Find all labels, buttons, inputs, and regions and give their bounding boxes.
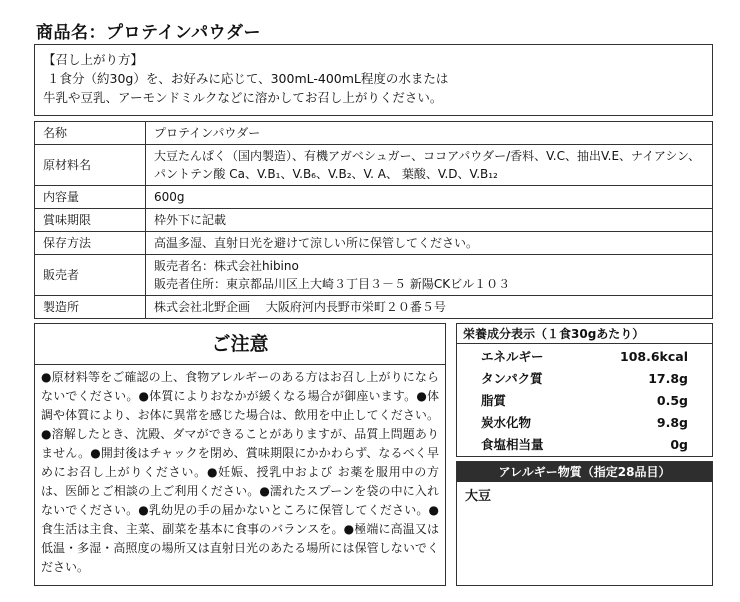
nutrient-value: 0g bbox=[670, 437, 688, 452]
spec-value: 大豆たんぱく（国内製造）、有機アガベシュガー、ココアパウダー/香料、V.C、抽出V.E、ナイアシン、パントテン酸 Ca、V.B₁、V.B₆、V.B₂、V. A、 葉酸、V.D、V.B₁₂ bbox=[146, 145, 713, 186]
caution-box bbox=[34, 323, 446, 586]
nutrition-row bbox=[457, 412, 712, 434]
product-title: 商品名：プロテインパウダー bbox=[36, 23, 261, 43]
serving-instructions bbox=[34, 44, 713, 116]
nutrient-value: 0.5g bbox=[656, 393, 688, 408]
nutrient-name: 食塩相当量 bbox=[481, 437, 544, 452]
serving-line-1: １食分（約30g）を、お好みに応じて、300mL-400mL程度の水または bbox=[47, 71, 449, 86]
seller-name: 販売者名：株式会社hibino bbox=[154, 259, 299, 273]
spec-label: 内容量 bbox=[35, 186, 146, 209]
spec-label: 製造所 bbox=[35, 296, 146, 319]
spec-row-ingredients bbox=[35, 145, 713, 186]
nutrient-name: 脂質 bbox=[481, 393, 507, 408]
nutrition-heading: 栄養成分表示（１食30gあたり） bbox=[457, 324, 712, 344]
spec-row-best-before bbox=[35, 209, 713, 232]
seller-address: 販売者住所：東京都品川区上大崎３丁目３－５ 新陽CKビル１０３ bbox=[154, 277, 511, 291]
spec-label: 名称 bbox=[35, 122, 146, 145]
product-spec-table bbox=[34, 121, 713, 319]
spec-row-name bbox=[35, 122, 713, 145]
spec-value: 高温多湿、直射日光を避けて涼しい所に保管してください。 bbox=[146, 232, 713, 255]
spec-value: プロテインパウダー bbox=[146, 122, 713, 145]
nutrition-row bbox=[457, 434, 712, 456]
nutrient-name: タンパク質 bbox=[481, 371, 543, 386]
nutrition-row bbox=[457, 390, 712, 412]
allergen-heading: アレルギー物質（指定28品目） bbox=[457, 462, 712, 482]
nutrient-value: 17.8g bbox=[648, 371, 688, 386]
spec-row-storage bbox=[35, 232, 713, 255]
nutrition-row bbox=[457, 368, 712, 390]
allergen-items: 大豆 bbox=[465, 489, 492, 504]
nutrient-value: 108.6kcal bbox=[620, 349, 688, 364]
nutrient-name: 炭水化物 bbox=[481, 415, 532, 430]
spec-label: 賞味期限 bbox=[35, 209, 146, 232]
caution-text: ●原材料等をご確認の上、食物アレルギーのある方はお召し上がりにならないでください。●体質によりおなかが緩くなる場合が御座います。●体調や体質により、お体に異常を感じた場合は、飲用を中止してください。●溶解したとき、沈殿、ダマができることがありますが、品質上問題ありません。●開封後はチャックを閉め、賞味期限にかかわらず、なるべく早めにお召し上がりください。●妊娠、授乳中および お薬を服用中の方は、医師とご相談の上ご利用ください。●濡れたスプーンを袋の中に入れないでください。●乳幼児の手の届かないところに保管してください。●食生活は主食、主菜、副菜を基本に食事のバランスを。●極端に高温又は低温・多湿・高照度の場所又は直射日光のあたる場所には保管しないでください。 bbox=[41, 370, 439, 574]
spec-row-quantity bbox=[35, 186, 713, 209]
spec-value bbox=[146, 255, 713, 296]
nutrition-facts bbox=[456, 323, 713, 457]
nutrition-row bbox=[457, 346, 712, 368]
caution-heading: ご注意 bbox=[35, 324, 445, 365]
spec-label: 販売者 bbox=[35, 255, 146, 296]
spec-value: 株式会社北野企画 大阪府河内長野市栄町２０番５号 bbox=[146, 296, 713, 319]
nutrient-value: 9.8g bbox=[656, 415, 688, 430]
serving-line-2: 牛乳や豆乳、アーモンドミルクなどに溶かしてお召し上がりください。 bbox=[43, 90, 443, 105]
spec-row-manufacturer bbox=[35, 296, 713, 319]
spec-row-seller bbox=[35, 255, 713, 296]
nutrient-name: エネルギー bbox=[481, 349, 544, 364]
serving-heading: 【召し上がり方】 bbox=[43, 52, 144, 67]
allergen-box bbox=[456, 461, 713, 586]
spec-value: 枠外下に記載 bbox=[146, 209, 713, 232]
spec-label: 原材料名 bbox=[35, 145, 146, 186]
spec-label: 保存方法 bbox=[35, 232, 146, 255]
spec-value: 600g bbox=[146, 186, 713, 209]
